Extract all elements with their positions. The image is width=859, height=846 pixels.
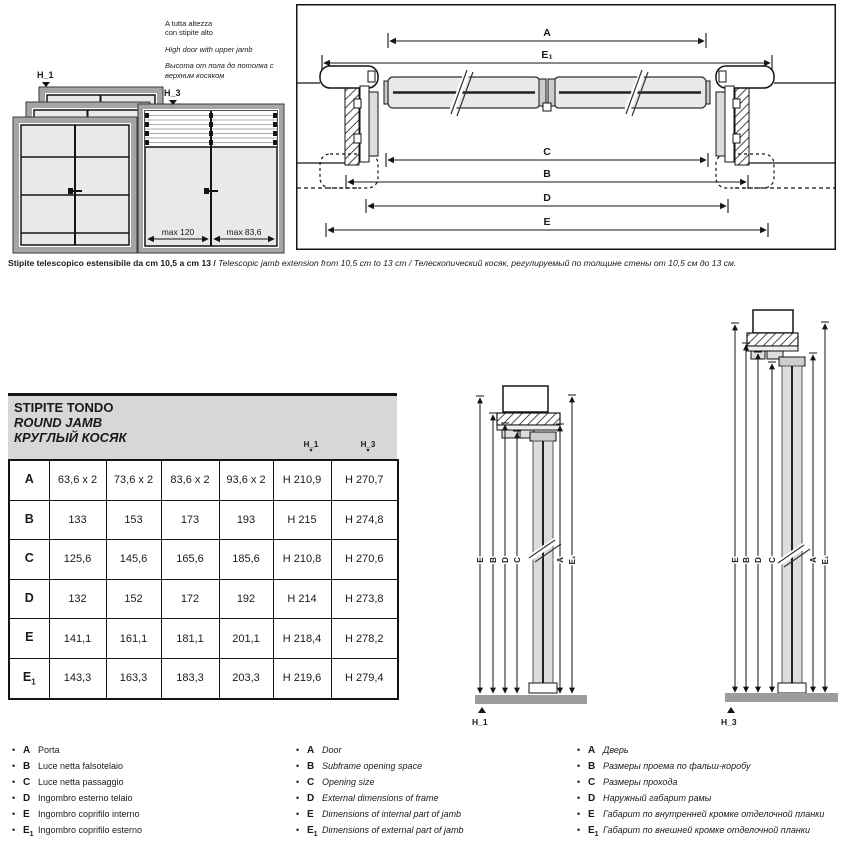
legend-item: • C Luce netta passaggio <box>12 777 124 788</box>
door-high-jamb <box>138 104 284 253</box>
bullet-icon: • <box>296 761 300 771</box>
floor-bar <box>475 695 587 704</box>
h1-label: H_1 <box>472 717 488 727</box>
wall-hatch-right <box>735 85 749 165</box>
legend-item: • B Размеры проема по фальш-коробу <box>577 761 751 772</box>
table-cell: 183,3 <box>161 658 219 698</box>
wall-hatch-left <box>345 85 359 165</box>
bullet-icon: • <box>12 745 16 755</box>
table-cell: 172 <box>161 579 219 619</box>
floor-bar <box>725 693 838 702</box>
table-cell: 73,6 x 2 <box>106 460 161 500</box>
table-cell: 133 <box>49 500 106 540</box>
table-cell: H 210,8 <box>273 540 331 580</box>
note-it-line1: A tutta altezza <box>165 19 213 28</box>
table-cell: H 270,6 <box>331 540 398 580</box>
h1-label: H_1 <box>303 440 319 449</box>
table-cell: 132 <box>49 579 106 619</box>
door-panel-section <box>776 366 810 693</box>
legend-item: • D Ingombro esterno telaio <box>12 793 133 804</box>
table-cell: H 215 <box>273 500 331 540</box>
table-cell: H 219,6 <box>273 658 331 698</box>
note-ru-line2: верхним косяком <box>165 71 225 80</box>
max-width-right-label: max 83,6 <box>226 227 262 237</box>
bullet-icon: • <box>12 777 16 787</box>
table-cell: 152 <box>106 579 161 619</box>
dim-e-label: E <box>731 557 740 563</box>
table-cell: 181,1 <box>161 619 219 659</box>
table-cell: 125,6 <box>49 540 106 580</box>
down-arrow-icon: ▼ <box>308 448 314 454</box>
dim-e-label: E <box>476 557 485 563</box>
bullet-icon: • <box>296 777 300 787</box>
dimension-lines <box>731 322 829 692</box>
bullet-icon: • <box>577 761 581 771</box>
table-cell: 201,1 <box>219 619 273 659</box>
table-cell: H 218,4 <box>273 619 331 659</box>
note-it-line2: con stipite alto <box>165 28 213 37</box>
h3-label: H_3 <box>721 717 737 727</box>
legend-item: • $E_1$ Dimensions of external part of jamb <box>296 825 464 838</box>
bullet-icon: • <box>12 809 16 819</box>
legend-item: • E Ingombro coprifilo interno <box>12 809 140 820</box>
plan-section-drawing <box>296 4 836 250</box>
bullet-icon: • <box>296 825 300 835</box>
table-cell: H 214 <box>273 579 331 619</box>
h3-label: H_3 <box>360 440 376 449</box>
table-cell: 185,6 <box>219 540 273 580</box>
row-label: B <box>9 500 49 540</box>
row-label: C <box>9 540 49 580</box>
legend-italian <box>12 745 287 841</box>
dim-e1-label: E₁ <box>541 49 553 61</box>
bullet-icon: • <box>577 809 581 819</box>
table-cell: H 278,2 <box>331 619 398 659</box>
table-cell: 153 <box>106 500 161 540</box>
max-width-left-label: max 120 <box>161 227 195 237</box>
table-cell: 192 <box>219 579 273 619</box>
table-cell: H 210,9 <box>273 460 331 500</box>
column-header-h1 <box>289 440 333 454</box>
legend-item: • $E_1$ Ingombro coprifilo esterno <box>12 825 143 838</box>
bullet-icon: • <box>296 809 300 819</box>
bullet-icon: • <box>577 777 581 787</box>
table-row <box>9 460 398 500</box>
bullet-icon: • <box>296 745 300 755</box>
legend-item: • B Subframe opening space <box>296 761 423 772</box>
table-row <box>9 540 398 580</box>
row-label: $E_1$ <box>9 658 49 698</box>
down-arrow-icon: ▼ <box>365 448 371 454</box>
note-ru-line1: Высота от пола до потолка с <box>165 61 274 70</box>
head-jamb-assembly <box>497 386 560 441</box>
caption-translation: Telescopic jamb extension from 10,5 cm to 13 cm / Телескопический косяк, регулируемый по толщине стены от 10,5 см до 13 см. <box>218 258 737 268</box>
h3-label: H_3 <box>164 88 181 98</box>
table-cell: H 274,8 <box>331 500 398 540</box>
dim-e-label: E <box>543 216 551 228</box>
door-stack-diagram <box>8 8 290 255</box>
table-title-it: STIPITE TONDO <box>14 400 114 415</box>
table-cell: H 270,7 <box>331 460 398 500</box>
bullet-icon: • <box>12 825 16 835</box>
table-cell: 63,6 x 2 <box>49 460 106 500</box>
table-cell: 161,1 <box>106 619 161 659</box>
dim-a-label: A <box>543 27 551 39</box>
dim-d-label: D <box>543 192 551 204</box>
h1-label: H_1 <box>37 70 54 80</box>
h1-arrow-icon <box>478 707 486 713</box>
dim-c-label: C <box>513 557 522 563</box>
legend-item: • B Luce netta falsotelaio <box>12 761 124 772</box>
table-header-band <box>8 393 397 459</box>
dim-b-label: B <box>742 557 751 563</box>
row-label: D <box>9 579 49 619</box>
legend-item: • A Porta <box>12 745 60 756</box>
dim-d-label: D <box>501 557 510 563</box>
legend-russian <box>577 745 855 841</box>
table-cell: 203,3 <box>219 658 273 698</box>
vertical-section-h1 <box>455 378 605 736</box>
legend-item: • E Габарит по внутренней кромке отделочной планки <box>577 809 825 820</box>
table-row <box>9 579 398 619</box>
door-panel-section <box>527 441 561 693</box>
legend-item: • D Наружный габарит рамы <box>577 793 712 804</box>
table-cell: 145,6 <box>106 540 161 580</box>
legend-item: • A Дверь <box>577 745 629 756</box>
h3-arrow-icon <box>727 707 735 713</box>
column-header-h3 <box>346 440 390 454</box>
table-cell: 193 <box>219 500 273 540</box>
bullet-icon: • <box>577 745 581 755</box>
table-cell: H 279,4 <box>331 658 398 698</box>
table-cell: 141,1 <box>49 619 106 659</box>
vertical-section-h3 <box>695 303 845 736</box>
dim-c-label: C <box>768 557 777 563</box>
dim-d-label: D <box>754 557 763 563</box>
table-row <box>9 658 398 698</box>
legend-item: • E Dimensions of internal part of jamb <box>296 809 462 820</box>
bullet-icon: • <box>12 793 16 803</box>
legend-english <box>296 745 571 841</box>
caption-italian: Stipite telescopico estensibile da cm 10,5 a cm 13 / <box>8 258 219 268</box>
bullet-icon: • <box>12 761 16 771</box>
bullet-icon: • <box>577 825 581 835</box>
dim-a-label: A <box>809 557 818 563</box>
dim-c-label: C <box>543 146 551 158</box>
table-row <box>9 500 398 540</box>
note-en: High door with upper jamb <box>165 45 253 54</box>
dim-b-label: B <box>489 557 498 563</box>
table-cell: 93,6 x 2 <box>219 460 273 500</box>
legend-item: • D External dimensions of frame <box>296 793 439 804</box>
table-title-en: ROUND JAMB <box>14 415 103 430</box>
caption <box>8 258 853 269</box>
dim-e1-label: E₁ <box>821 555 830 565</box>
table-cell: 165,6 <box>161 540 219 580</box>
dimension-table <box>8 459 399 700</box>
legend-item: • A Door <box>296 745 342 756</box>
table-cell: H 273,8 <box>331 579 398 619</box>
head-jamb-assembly <box>747 310 805 366</box>
table-title-ru: КРУГЛЫЙ КОСЯК <box>14 430 127 445</box>
table-cell: 83,6 x 2 <box>161 460 219 500</box>
dim-a-label: A <box>556 557 565 563</box>
table-cell: 163,3 <box>106 658 161 698</box>
table-cell: 143,3 <box>49 658 106 698</box>
dim-b-label: B <box>543 168 551 180</box>
bullet-icon: • <box>296 793 300 803</box>
legend-item: • $E_1$ Габарит по внешней кромке отделочной планки <box>577 825 811 838</box>
row-label: E <box>9 619 49 659</box>
legend-item: • C Размеры прохода <box>577 777 678 788</box>
h1-arrow-icon <box>42 82 50 87</box>
dim-e1-label: E₁ <box>568 555 577 565</box>
bullet-icon: • <box>577 793 581 803</box>
legend-item: • C Opening size <box>296 777 375 788</box>
table-cell: 173 <box>161 500 219 540</box>
table-row <box>9 619 398 659</box>
door-frame-front <box>13 117 137 253</box>
row-label: A <box>9 460 49 500</box>
